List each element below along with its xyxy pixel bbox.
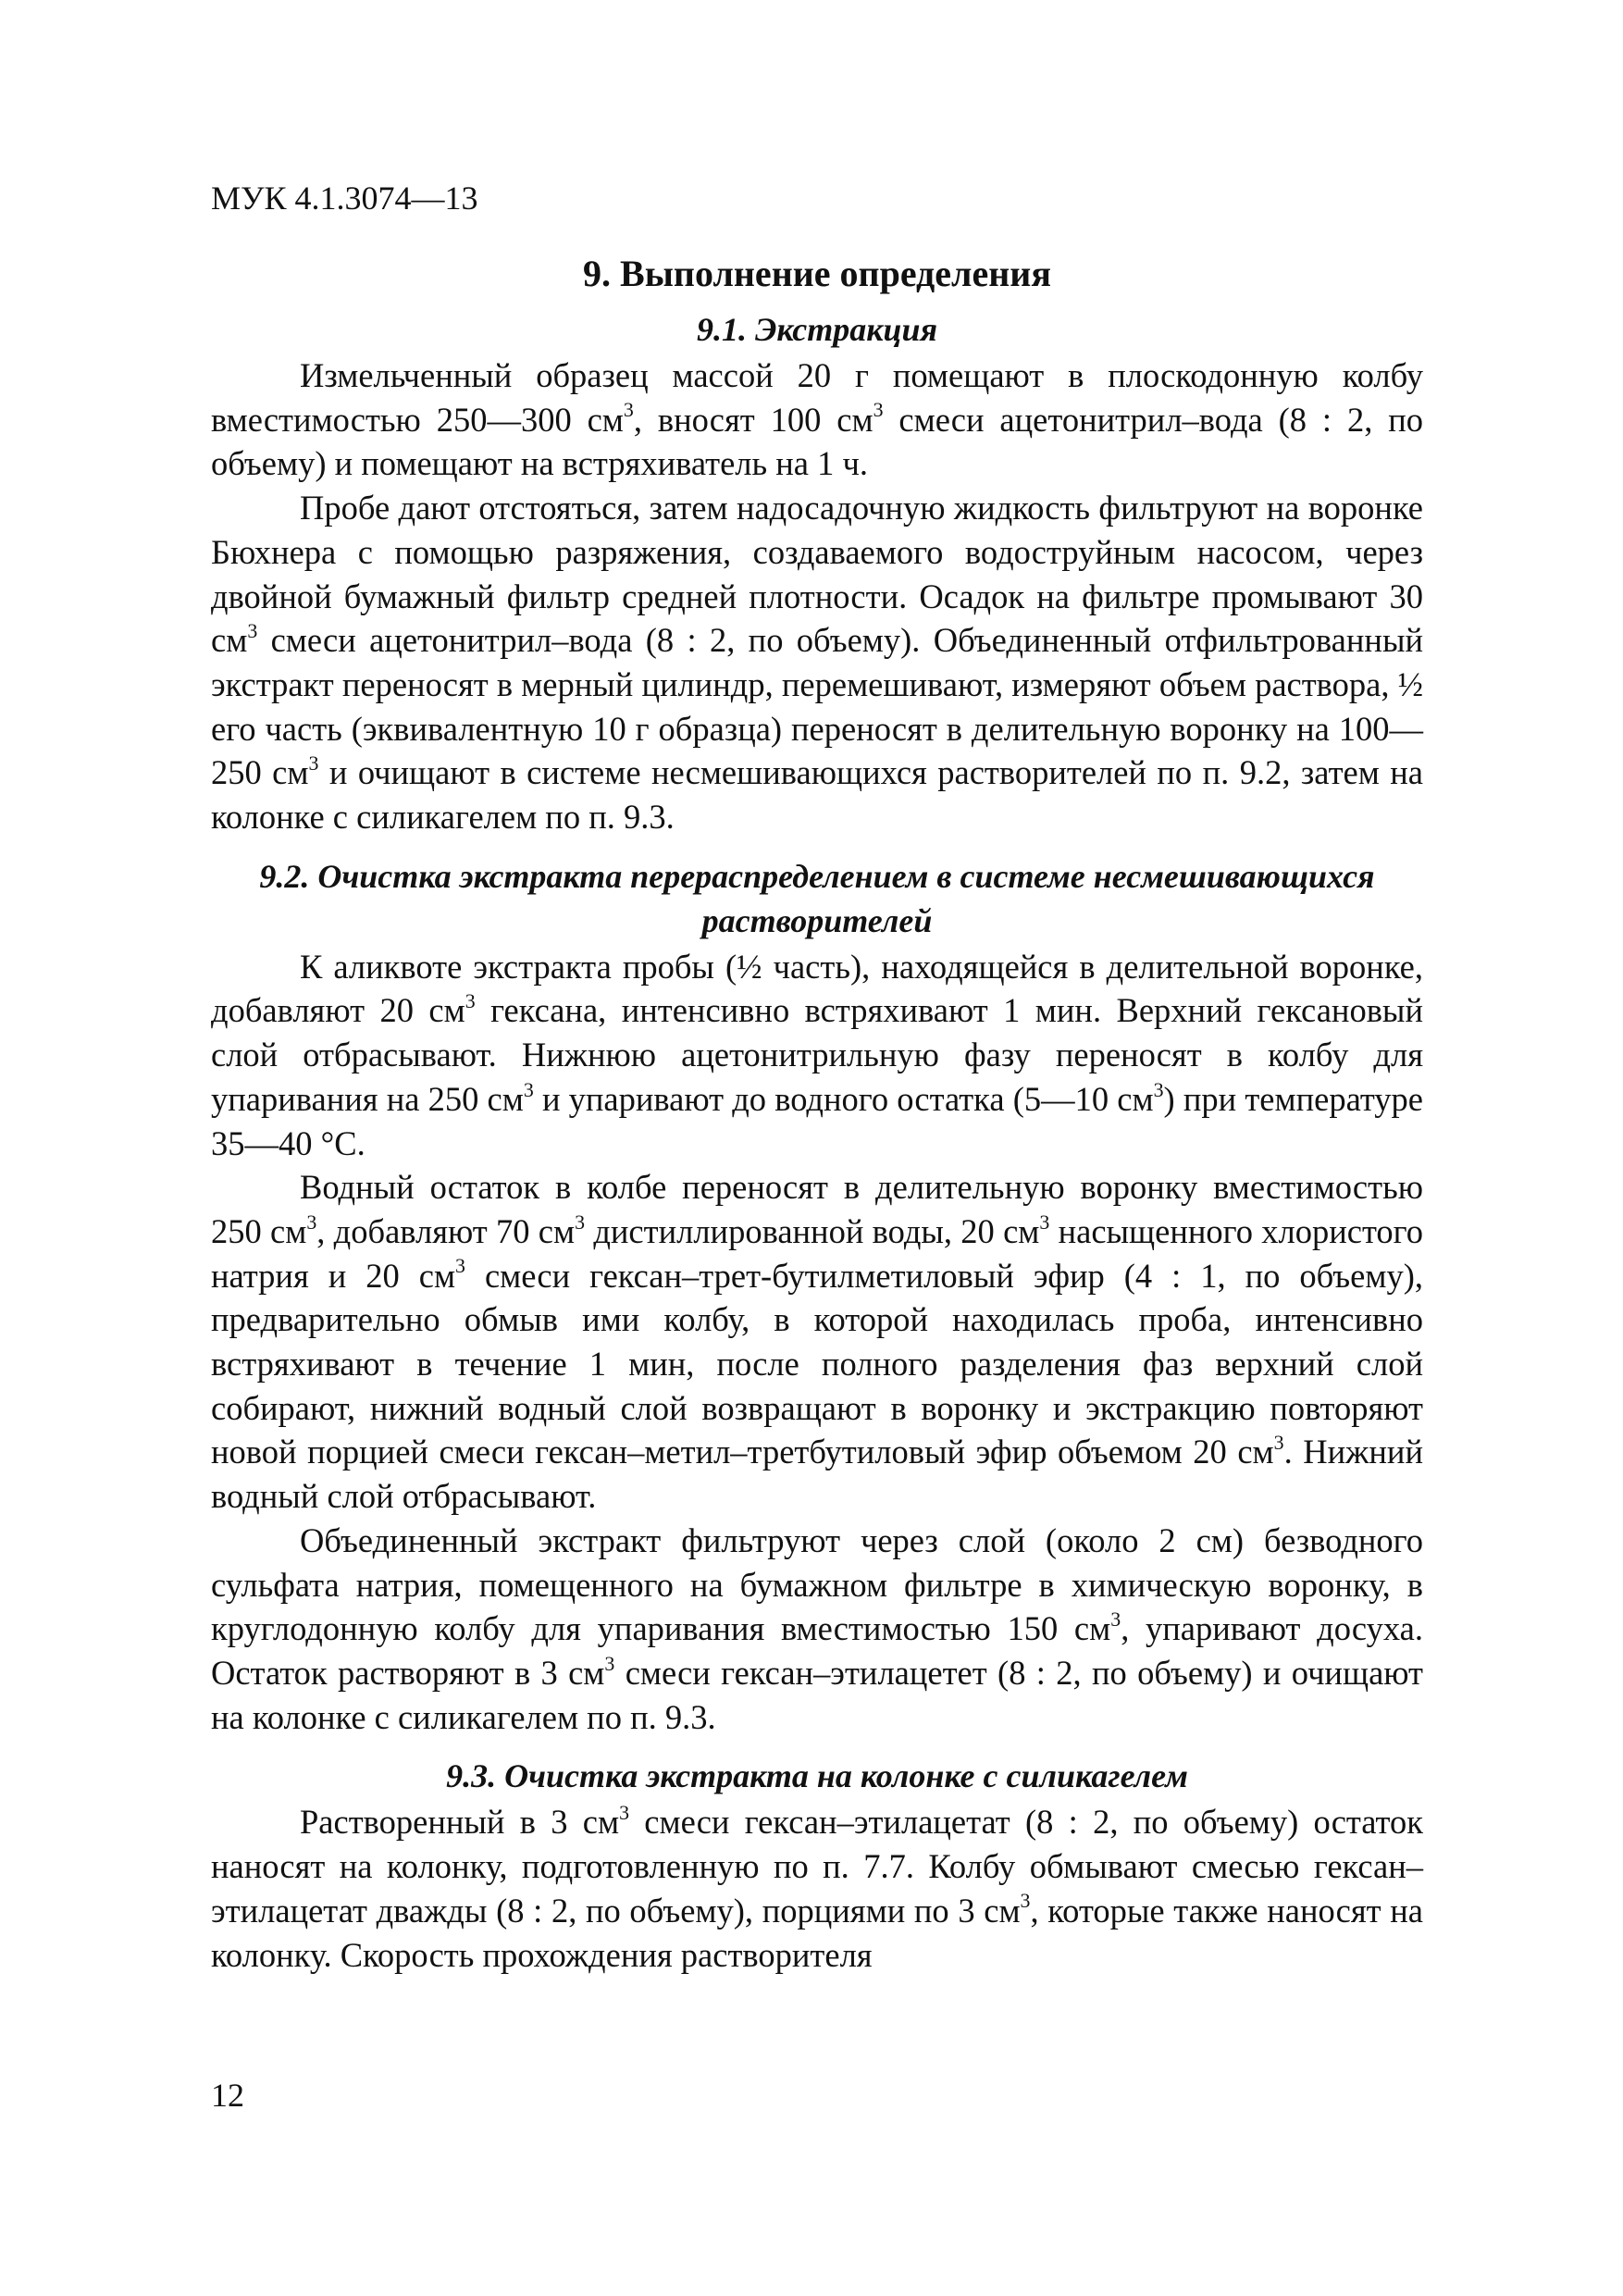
page-number: 12 xyxy=(211,2077,244,2114)
superscript: 3 xyxy=(1020,1889,1031,1913)
superscript: 3 xyxy=(619,1801,630,1825)
paragraph-text: смеси гексан–этилацетет (8 : 2, по объему) и очищают на колонке с силикагелем по п. 9.3. xyxy=(211,1653,1424,1736)
paragraph-text: Объединенный экстракт фильтруют через слой (около 2 см) безводного сульфата натрия, помещенного на бумажном фильтре в химическую воронку, в круглодонную колбу для упаривания вместимостью 150 см xyxy=(211,1520,1423,1648)
superscript: 3 xyxy=(308,751,319,775)
superscript: 3 xyxy=(306,1210,317,1234)
paragraph-text: дистиллированной воды, 20 см xyxy=(585,1211,1040,1250)
paragraph-text: смеси гексан–этилацетат (8 : 2, по объему) остаток наносят на колонку, подготовленную по п. 7.7. Колбу обмывают смесью гексан–этилацетат дважды (8 : 2, по объему), порциями по 3 см xyxy=(211,1803,1424,1930)
paragraph-text: Пробе дают отстояться, затем надосадочную жидкость фильтруют на воронке Бюхнера с помощью разряжения, создаваемого водоструйным насосом, через двойной бумажный фильтр средней плотности. Осадок на фильтре промывают 30 см xyxy=(211,489,1423,660)
paragraph-text: , вносят 100 см xyxy=(633,400,873,439)
paragraph-text: и упаривают до водного остатка (5—10 см xyxy=(533,1079,1154,1118)
paragraph xyxy=(211,945,1423,1166)
paragraph-text: смеси гексан–трет-бутилметиловый эфир (4 : 1, по объему), предварительно обмыв ими колбу, в которой находилась проба, интенсивно встряхивают в течение 1 мин, после полного разделения фаз верхний слой собирают, нижний водный слой возвращают в воронку и экстракцию повторяют новой порцией смеси гексан–метил–третбутиловый эфир объемом 20 см xyxy=(211,1256,1423,1471)
paragraph-text: и очищают в системе несмешивающихся растворителей по п. 9.2, затем на колонке с силикагелем по п. 9.3. xyxy=(211,753,1423,837)
paragraph-text: Водный остаток в колбе переносят в делительную воронку вместимостью 250 см xyxy=(211,1168,1423,1250)
paragraph-text: , которые также наносят на колонку. Скорость прохождения растворителя xyxy=(211,1891,1423,1974)
superscript: 3 xyxy=(523,1077,534,1101)
paragraph xyxy=(211,1519,1423,1740)
subsection-title: 9.1. Экстракция xyxy=(696,311,938,348)
superscript: 3 xyxy=(455,1254,465,1278)
paragraph-text: ) при температуре 35—40 °С. xyxy=(211,1079,1423,1162)
superscript: 3 xyxy=(247,618,258,642)
paragraph-text: Растворенный в 3 см xyxy=(300,1803,620,1842)
superscript: 3 xyxy=(575,1210,586,1234)
superscript: 3 xyxy=(873,398,884,422)
subsection-title: 9.2. Очистка экстракта перераспределением в системе несмешивающихся растворителей xyxy=(259,857,1375,939)
paragraph-text: , упаривают досуха. Остаток растворяют в 3 см xyxy=(211,1609,1423,1692)
paragraph xyxy=(211,1165,1423,1519)
superscript: 3 xyxy=(604,1651,615,1675)
paragraph-text: , добавляют 70 см xyxy=(316,1211,576,1250)
paragraph-text: насыщенного хлористого натрия и 20 см xyxy=(211,1211,1423,1295)
section-body xyxy=(211,307,1423,1977)
superscript: 3 xyxy=(1273,1431,1284,1455)
superscript: 3 xyxy=(1153,1077,1164,1101)
superscript: 3 xyxy=(623,398,634,422)
paragraph xyxy=(211,486,1423,839)
paragraph-text: Измельченный образец массой 20 г помещают в плоскодонную колбу вместимостью 250—300 см xyxy=(211,356,1423,439)
superscript: 3 xyxy=(1110,1607,1121,1631)
paragraph-text: . Нижний водный слой отбрасывают. xyxy=(211,1433,1423,1516)
superscript: 3 xyxy=(1039,1210,1050,1234)
paragraph-text: гексана, интенсивно встряхивают 1 мин. Верхний гексановый слой отбрасывают. Нижнюю ацетонитрильную фазу переносят в колбу для упаривания на 250 см xyxy=(211,991,1423,1118)
paragraph xyxy=(211,1800,1423,1977)
section-title: 9. Выполнение определения xyxy=(583,253,1051,294)
document-page xyxy=(211,176,1423,1977)
paragraph-text: К аликвоте экстракта пробы (½ часть), находящейся в делительной воронке, добавляют 20 см xyxy=(211,947,1423,1030)
paragraph xyxy=(211,354,1423,486)
paragraph-text: смеси ацетонитрил–вода (8 : 2, по объему) и помещают на встряхиватель на 1 ч. xyxy=(211,400,1423,483)
document-code-header: МУК 4.1.3074—13 xyxy=(211,180,478,217)
paragraph-text: смеси ацетонитрил–вода (8 : 2, по объему). Объединенный отфильтрованный экстракт переносят в мерный цилиндр, перемешивают, измеряют объем раствора, ½ его часть (эквивалентную 10 г образца) переносят в делительную воронку на 100—250 см xyxy=(211,621,1423,792)
superscript: 3 xyxy=(465,989,476,1013)
subsection-title: 9.3. Очистка экстракта на колонке с силикагелем xyxy=(446,1757,1188,1795)
